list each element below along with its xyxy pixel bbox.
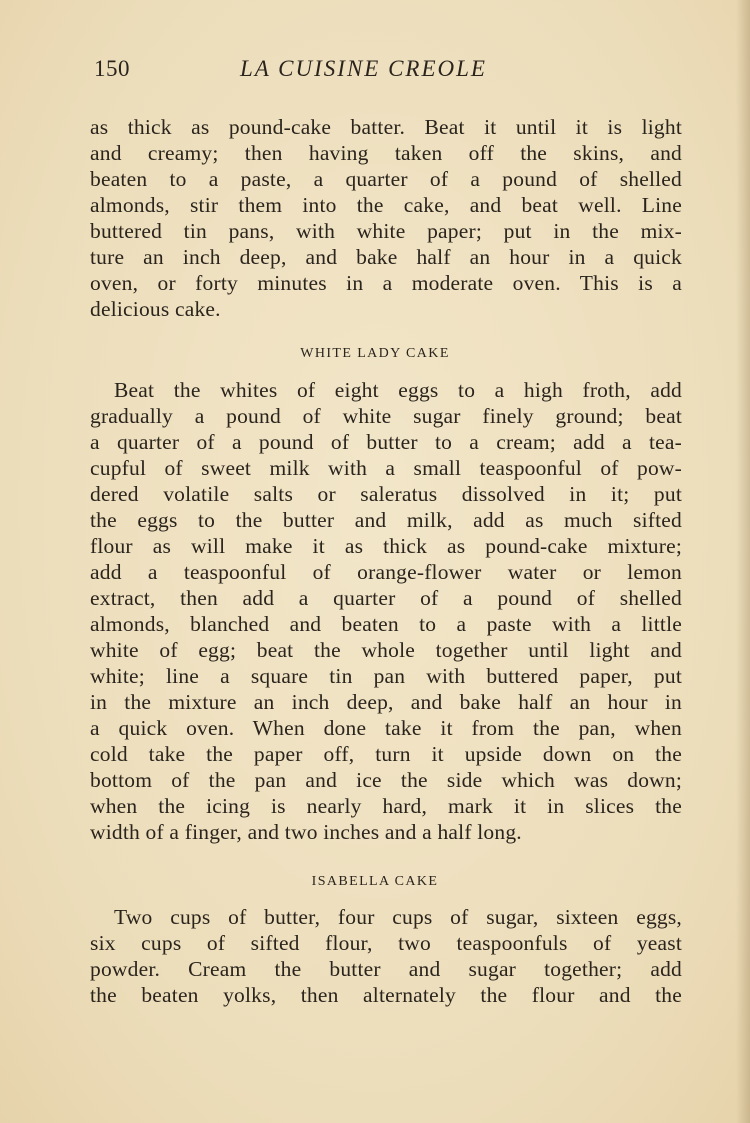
paragraph-line: as thick as pound-cake batter. Beat it until it is light [90, 115, 682, 139]
paragraph-line: a quarter of a pound of butter to a cream; add a tea- [90, 430, 682, 454]
paragraph-line: cold take the paper off, turn it upside down on the [90, 742, 682, 766]
paragraph-line: extract, then add a quarter of a pound of shelled [90, 586, 682, 610]
continuation-paragraph [90, 114, 682, 322]
paragraph-line: ture an inch deep, and bake half an hour in a quick [90, 245, 682, 269]
paragraph-line: Beat the whites of eight eggs to a high froth, add [114, 378, 682, 402]
page-header [94, 56, 682, 92]
paragraph-line: dered volatile salts or saleratus dissolved in it; put [90, 482, 682, 506]
paragraph-line: oven, or forty minutes in a moderate oven. This is a [90, 271, 682, 295]
paragraph-line: the beaten yolks, then alternately the flour and the [90, 983, 682, 1007]
paragraph-line: powder. Cream the butter and sugar together; add [90, 957, 682, 981]
paragraph-line: flour as will make it as thick as pound-cake mixture; [90, 534, 682, 558]
page-edge-shadow [736, 0, 750, 1123]
paragraph-line: buttered tin pans, with white paper; put in the mix- [90, 219, 682, 243]
paragraph-line: delicious cake. [90, 297, 221, 321]
white-lady-cake-paragraph [90, 377, 682, 845]
paragraph-line: in the mixture an inch deep, and bake half an hour in [90, 690, 682, 714]
paragraph-line: a quick oven. When done take it from the pan, when [90, 716, 682, 740]
paragraph-line: cupful of sweet milk with a small teaspoonful of pow- [90, 456, 682, 480]
recipe-heading-isabella-cake: ISABELLA CAKE [311, 874, 439, 889]
paragraph-line: almonds, stir them into the cake, and beat well. Line [90, 193, 682, 217]
isabella-cake-paragraph [90, 904, 682, 1008]
paragraph-line: almonds, blanched and beaten to a paste with a little [90, 612, 682, 636]
paragraph-line: when the icing is nearly hard, mark it in slices the [90, 794, 682, 818]
paragraph-line: width of a finger, and two inches and a half long. [90, 820, 522, 844]
paragraph-line: beaten to a paste, a quarter of a pound of shelled [90, 167, 682, 191]
paragraph-line: bottom of the pan and ice the side which was down; [90, 768, 682, 792]
paragraph-line: white; line a square tin pan with buttered paper, put [90, 664, 682, 688]
page-number: 150 [94, 56, 130, 81]
paragraph-line: six cups of sifted flour, two teaspoonfuls of yeast [90, 931, 682, 955]
paragraph-line: gradually a pound of white sugar finely ground; beat [90, 404, 682, 428]
running-title: LA CUISINE CREOLE [240, 56, 487, 81]
paragraph-line: the eggs to the butter and milk, add as much sifted [90, 508, 682, 532]
paragraph-line: and creamy; then having taken off the skins, and [90, 141, 682, 165]
paragraph-line: white of egg; beat the whole together until light and [90, 638, 682, 662]
paragraph-line: add a teaspoonful of orange-flower water or lemon [90, 560, 682, 584]
recipe-heading-white-lady-cake: WHITE LADY CAKE [300, 346, 450, 361]
paragraph-line: Two cups of butter, four cups of sugar, sixteen eggs, [114, 905, 682, 929]
